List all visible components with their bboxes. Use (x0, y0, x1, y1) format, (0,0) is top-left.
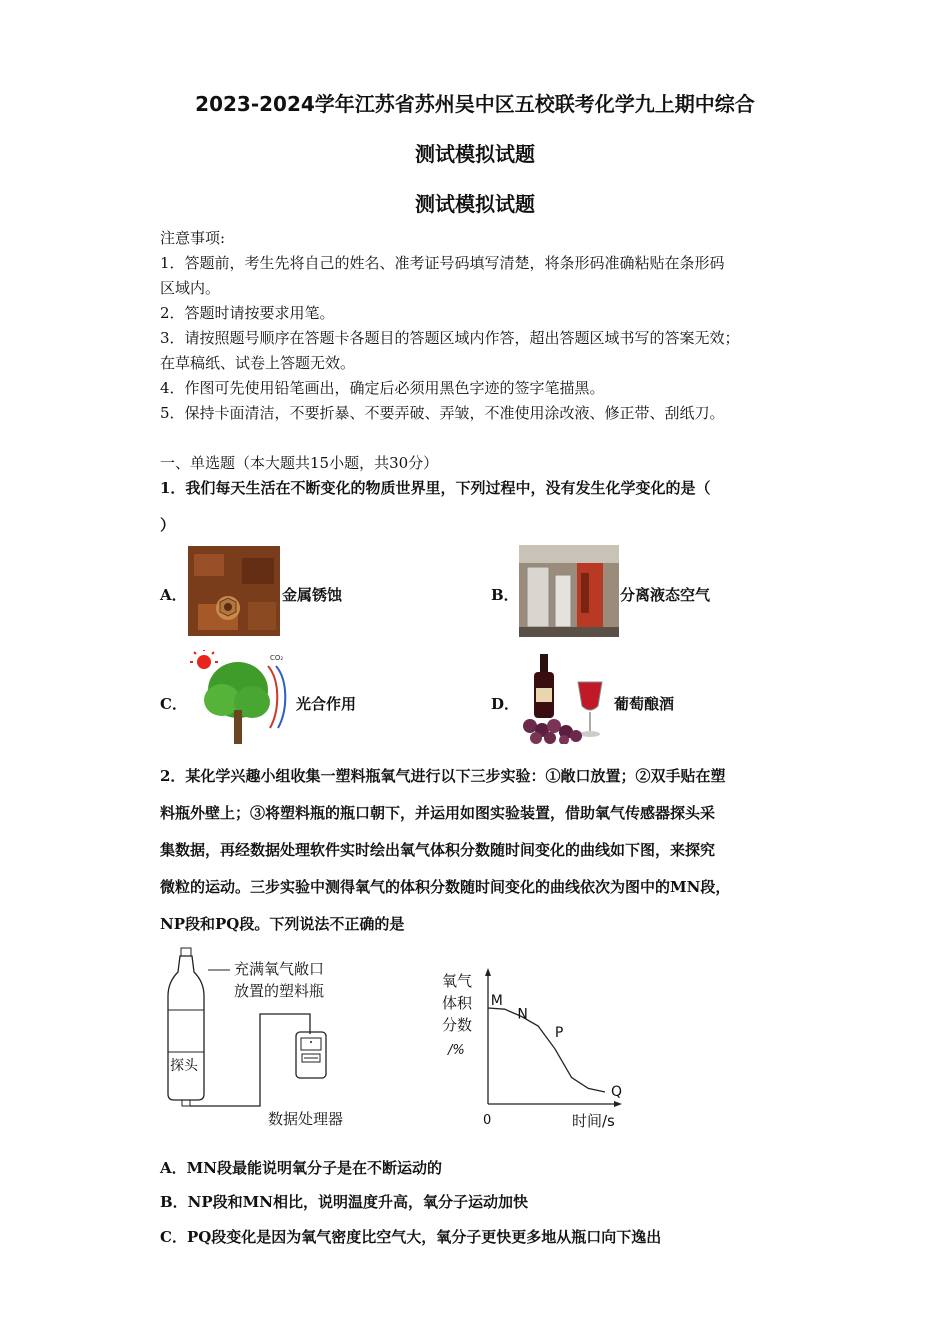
y-label-line: 体积 (442, 994, 473, 1012)
page-title: 2023-2024学年江苏省苏州吴中区五校联考化学九上期中综合 (195, 92, 755, 116)
processor-label: 数据处理器 (268, 1110, 344, 1128)
question-1-stem: 1．我们每天生活在不断变化的物质世界里，下列过程中，没有发生化学变化的是（ (160, 479, 711, 497)
q1-option-a-label: A． (160, 586, 187, 604)
x-axis-arrow (614, 1101, 622, 1107)
notice-item: 4．作图可先使用铅笔画出，确定后必须用黑色字迹的签字笔描黑。 (160, 379, 605, 397)
y-label-line: /% (448, 1043, 465, 1058)
y-label-line: 分数 (442, 1016, 473, 1034)
rusted-metal-image (188, 546, 280, 636)
plastic-bottle-icon (168, 948, 204, 1106)
bottle-label-line1: 充满氧气敞口 (234, 960, 325, 978)
data-processor-icon (296, 1032, 326, 1078)
question-2-stem: 微粒的运动。三步实验中测得氧气的体积分数随时间变化的曲线依次为图中的MN段， (160, 878, 731, 896)
notice-item: 1．答题前，考生先将自己的姓名、准考证号码填写清楚，将条形码准确粘贴在条形码 (160, 254, 725, 272)
q1-option-a-text: 金属锈蚀 (282, 586, 343, 604)
q2-option-a: A．MN段最能说明氧分子是在不断运动的 (160, 1159, 442, 1177)
q2-option-b: B．NP段和MN相比，说明温度升高，氧分子运动加快 (160, 1193, 528, 1211)
notice-heading: 注意事项: (160, 229, 226, 247)
question-2-stem: 料瓶外壁上；③将塑料瓶的瓶口朝下，并运用如图实验装置，借助氧气传感器探头采 (160, 804, 716, 822)
notice-item: 在草稿纸、试卷上答题无效。 (160, 354, 356, 372)
q1-option-c-label: C． (160, 695, 187, 713)
q1-option-d-label: D． (491, 695, 520, 713)
notice-item: 3．请按照题号顺序在答题卡各题目的答题区域内作答，超出答题区域书写的答案无效； (160, 329, 740, 347)
svg-text:CO₂: CO₂ (270, 654, 284, 662)
origin-label: 0 (483, 1113, 492, 1128)
probe-label: 探头 (170, 1058, 198, 1074)
question-2-stem: NP段和PQ段。下列说法不正确的是 (160, 915, 405, 933)
question-2-stem: 集数据，再经数据处理软件实时绘出氧气体积分数随时间变化的曲线如下图，来探究 (160, 841, 716, 859)
q1-option-d-text: 葡萄酿酒 (614, 695, 675, 713)
y-label-line: 氧气 (442, 972, 473, 990)
y-axis-arrow (485, 968, 491, 976)
grapes-wine-image (520, 654, 612, 744)
q1-option-c-text: 光合作用 (296, 695, 357, 713)
section-heading: 一、单选题（本大题共15小题，共30分） (160, 454, 439, 472)
page-subtitle: 测试模拟试题 (415, 142, 535, 166)
question-1-stem-end: ） (160, 516, 176, 534)
notice-item: 区域内。 (160, 279, 221, 297)
q1-option-b-label: B． (491, 586, 519, 604)
q1-option-b-text: 分离液态空气 (620, 586, 711, 604)
point-label-m: M (490, 993, 503, 1010)
air-separation-plant-image (519, 545, 619, 637)
page-subtitle-repeat: 测试模拟试题 (415, 192, 535, 216)
point-label-n: N (517, 1006, 528, 1023)
point-label-q: Q (611, 1084, 623, 1100)
notice-item: 2．答题时请按要求用笔。 (160, 304, 335, 322)
apparatus-figure (160, 944, 380, 1134)
series-line (488, 1008, 605, 1092)
x-axis-label: 时间/s (572, 1112, 615, 1130)
q2-option-c: C．PQ段变化是因为氧气密度比空气大，氧分子更快更多地从瓶口向下逸出 (160, 1228, 662, 1246)
oxygen-fraction-chart (430, 960, 640, 1135)
notice-item: 5．保持卡面清洁，不要折暴、不要弄破、弄皱，不准使用涂改液、修正带、刮纸刀。 (160, 404, 725, 422)
question-2-stem: 2．某化学兴趣小组收集一塑料瓶氧气进行以下三步实验：①敞口放置；②双手贴在塑 (160, 767, 726, 785)
bottle-label-line2: 放置的塑料瓶 (234, 982, 325, 1000)
photosynthesis-image (190, 650, 294, 746)
point-label-p: P (554, 1024, 564, 1041)
